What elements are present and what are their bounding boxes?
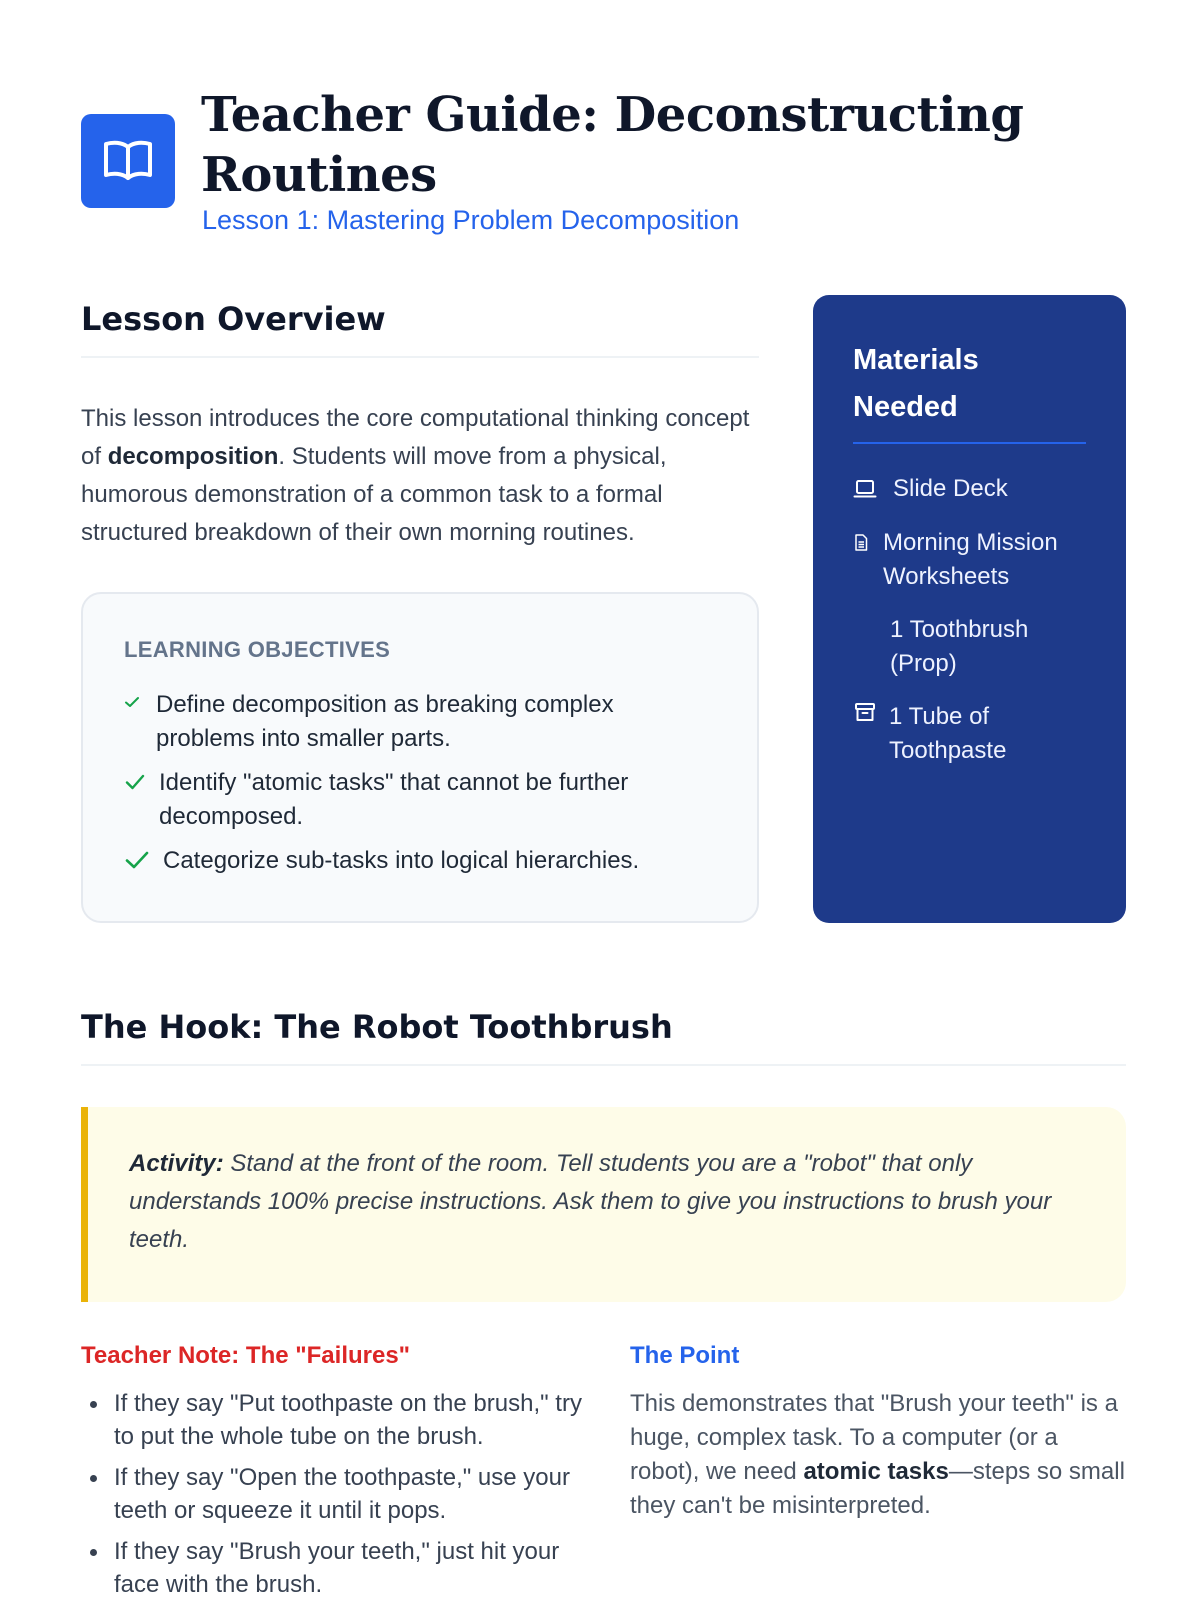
material-item: Morning Mission Worksheets bbox=[883, 529, 1058, 590]
hook-divider bbox=[81, 1064, 1126, 1066]
list-item: If they say "Put toothpaste on the brush," try to put the whole tube on the brush. bbox=[81, 1387, 601, 1453]
overview-text-end: . Students will move from a physical, humorous demonstration of a common task to a formal structured breakdown of their own morning routines. bbox=[81, 443, 667, 546]
objective-item bbox=[124, 844, 704, 878]
objective-text: Identify "atomic tasks" that cannot be further decomposed. bbox=[159, 769, 629, 830]
point-text-bold: atomic tasks bbox=[803, 1458, 949, 1485]
open-book-icon bbox=[102, 138, 154, 184]
overview-text-bold: decomposition bbox=[107, 443, 279, 470]
learning-objectives-label: LEARNING OBJECTIVES bbox=[124, 637, 391, 662]
point-paragraph bbox=[630, 1387, 1130, 1523]
overview-paragraph bbox=[81, 400, 771, 552]
archive-box-icon bbox=[854, 701, 876, 723]
check-icon bbox=[124, 694, 140, 710]
point-text-start: This demonstrates that "Brush your teeth" is a huge, complex task. To a computer (or a robot), we need bbox=[630, 1390, 1118, 1485]
page-header bbox=[81, 85, 1141, 245]
hook-heading: The Hook: The Robot Toothbrush bbox=[81, 1008, 673, 1046]
objective-item bbox=[124, 766, 684, 834]
overview-heading: Lesson Overview bbox=[81, 300, 386, 338]
materials-heading: Materials Needed bbox=[853, 344, 979, 423]
activity-description: Stand at the front of the room. Tell students you are a "robot" that only understands 100% precise instructions. Ask them to give you instructions to brush your teeth. bbox=[129, 1150, 1052, 1253]
materials-divider bbox=[853, 442, 1086, 444]
activity-text bbox=[129, 1145, 1069, 1259]
overview-divider bbox=[81, 356, 759, 358]
objective-text: Categorize sub-tasks into logical hierarchies. bbox=[163, 847, 640, 874]
activity-label: Activity: bbox=[129, 1150, 224, 1177]
page-subtitle: Lesson 1: Mastering Problem Decomposition bbox=[202, 205, 740, 235]
teacher-note-list bbox=[81, 1387, 601, 1600]
material-item: 1 Tube of Toothpaste bbox=[889, 703, 1007, 764]
list-item: If they say "Open the toothpaste," use your teeth or squeeze it until it pops. bbox=[81, 1461, 601, 1527]
material-item: 1 Toothbrush (Prop) bbox=[890, 616, 1029, 677]
objective-item bbox=[124, 688, 644, 756]
objective-text: Define decomposition as breaking complex problems into smaller parts. bbox=[156, 691, 614, 752]
check-icon bbox=[124, 771, 146, 793]
learning-objectives-card bbox=[81, 592, 759, 923]
point-text-end: —steps so small they can't be misinterpreted. bbox=[630, 1458, 1125, 1519]
list-item: If they say "Brush your teeth," just hit your face with the brush. bbox=[81, 1535, 601, 1600]
overview-text-start: This lesson introduces the core computational thinking concept of bbox=[81, 405, 750, 470]
materials-card bbox=[813, 295, 1126, 923]
page-title: Teacher Guide: Deconstructing Routines bbox=[201, 87, 1024, 203]
material-item: Slide Deck bbox=[893, 475, 1008, 502]
check-icon bbox=[124, 847, 150, 873]
activity-callout bbox=[81, 1107, 1126, 1302]
document-icon bbox=[854, 534, 868, 551]
logo bbox=[81, 114, 175, 208]
laptop-icon bbox=[853, 478, 877, 500]
point-heading: The Point bbox=[630, 1342, 740, 1369]
teacher-note-heading: Teacher Note: The "Failures" bbox=[81, 1342, 411, 1369]
